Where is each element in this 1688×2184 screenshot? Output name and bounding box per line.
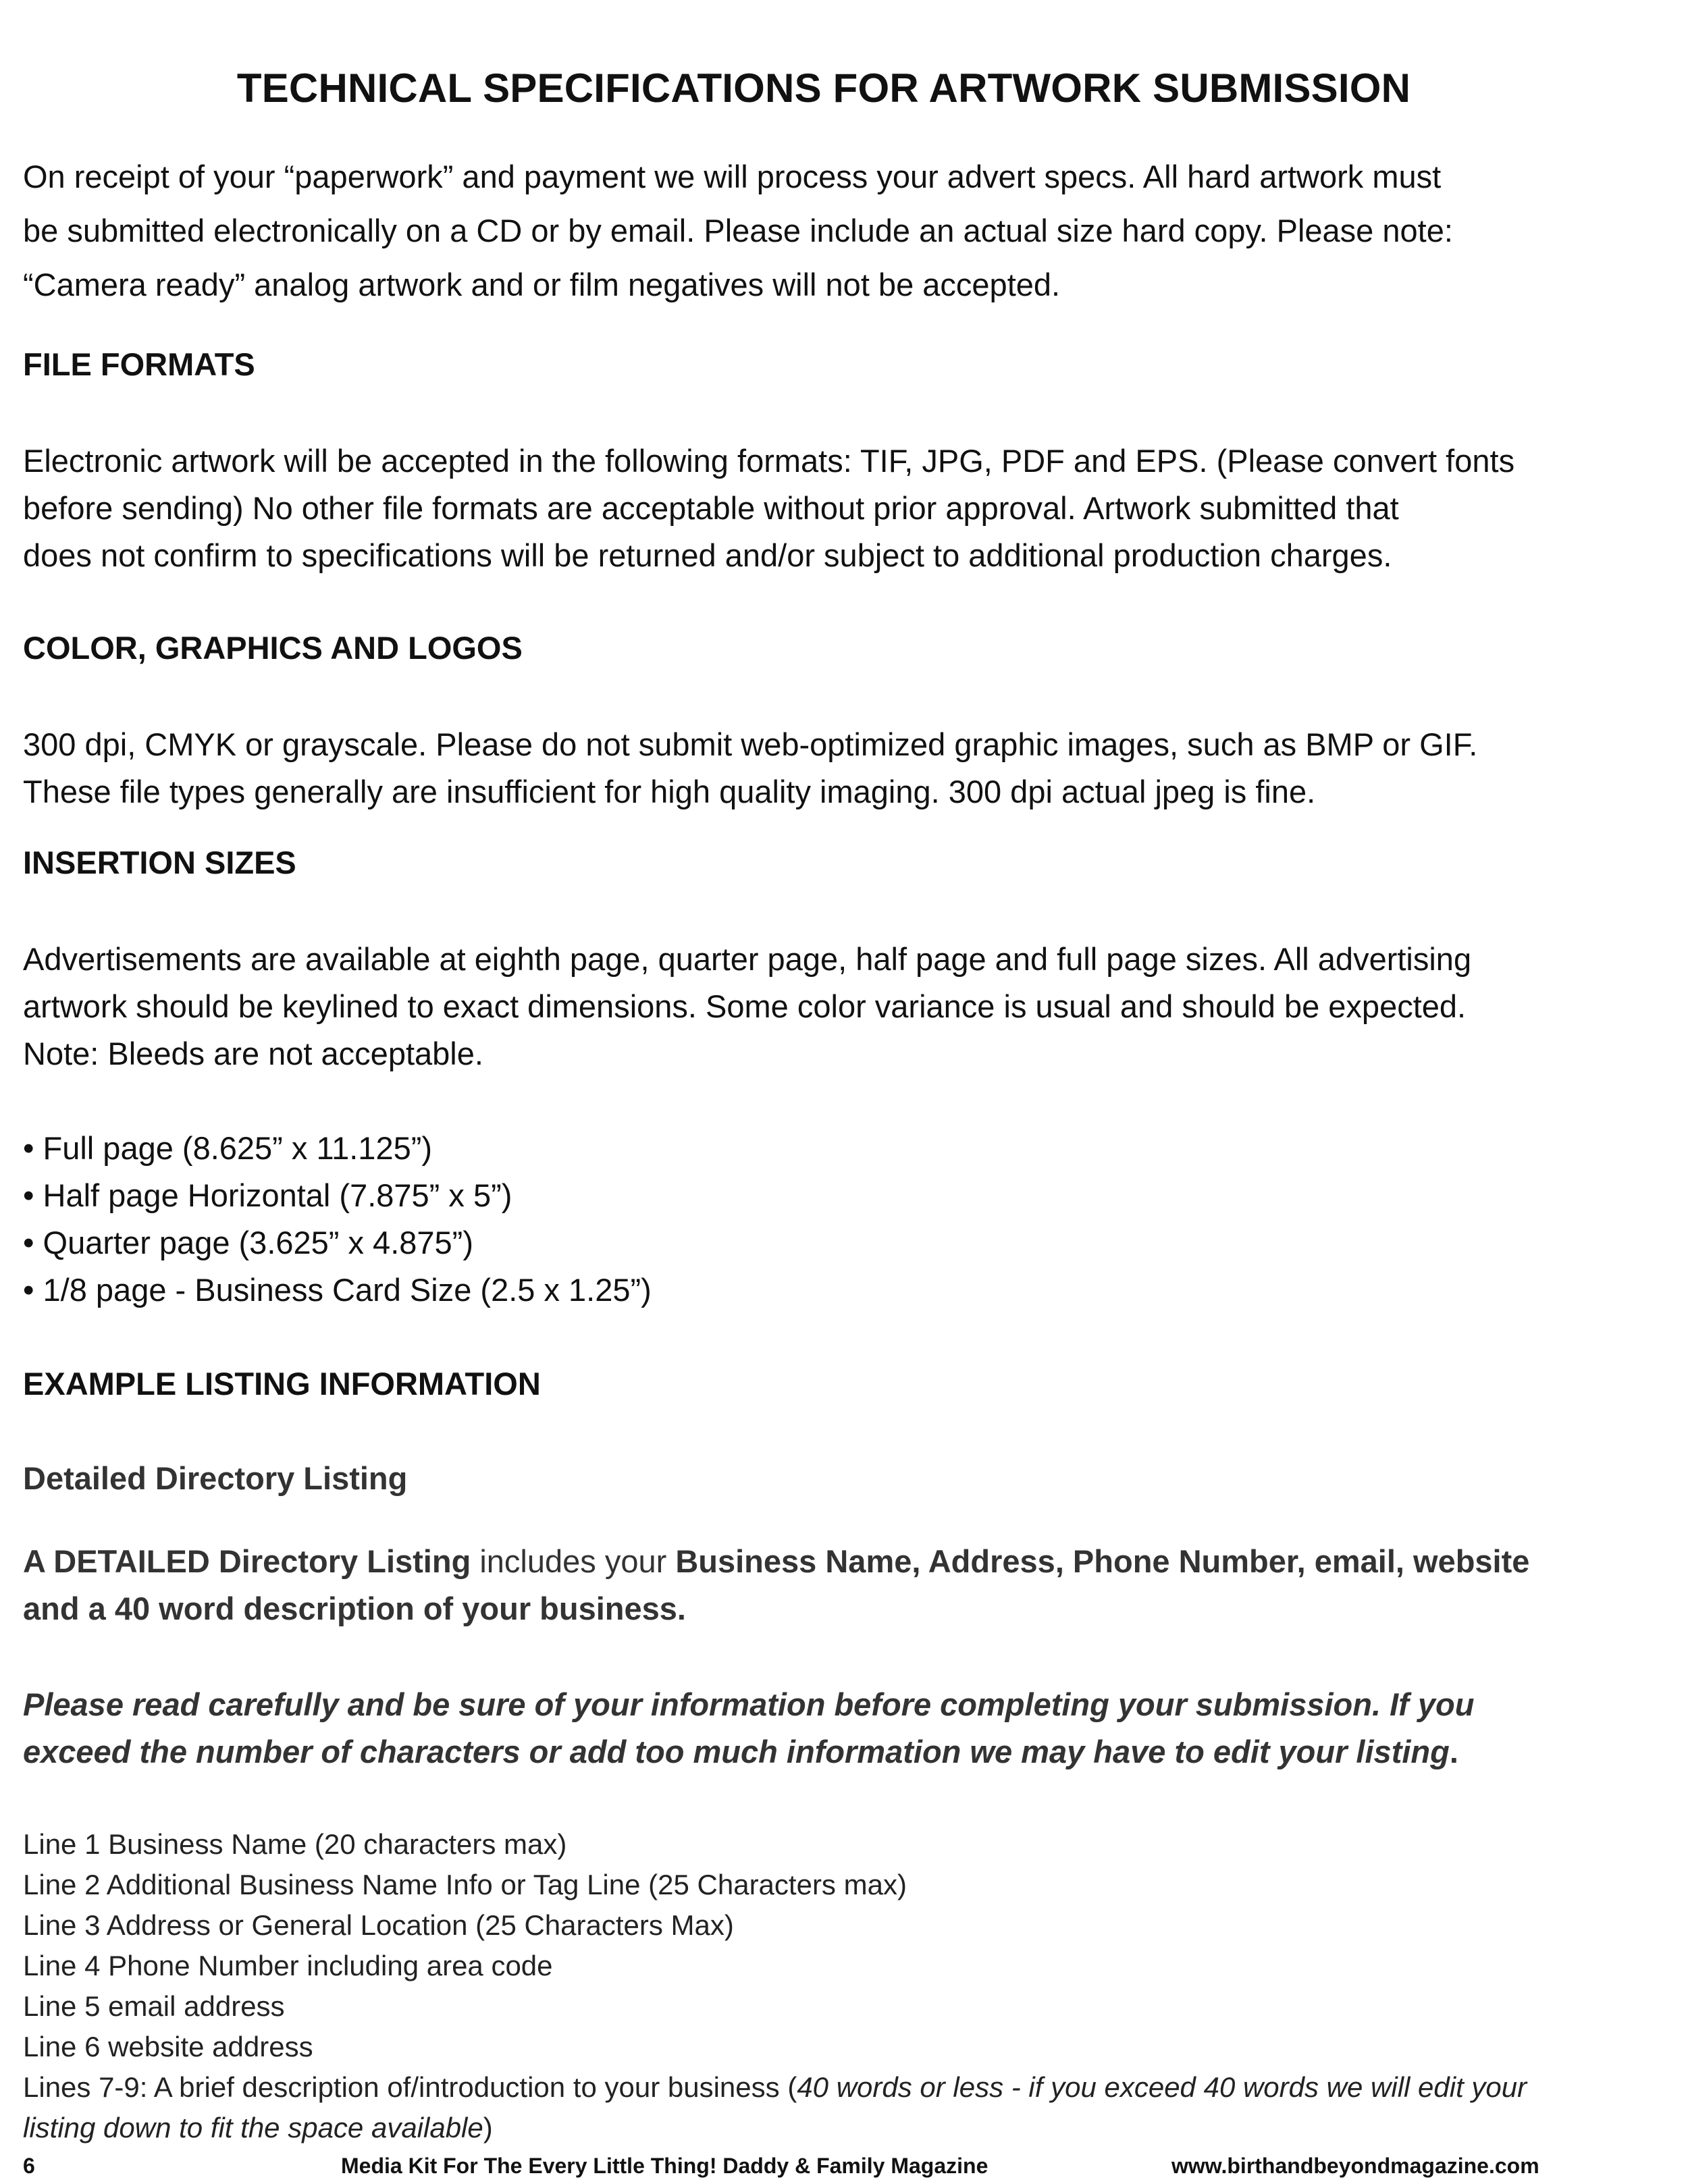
list-item: Line 4 Phone Number including area code <box>23 1950 553 1981</box>
intro-paragraph <box>23 150 1670 312</box>
lines-7-9-italic-cont: listing down to fit the space available <box>23 2112 483 2143</box>
note-line-1: Please read carefully and be sure of your information before completing your submission. If you <box>23 1686 1475 1722</box>
insertion-line-2: artwork should be keylined to exact dimensions. Some color variance is usual and should be expected. <box>23 988 1467 1024</box>
lines-7-9 <box>23 2067 1670 2108</box>
file-formats-line-1: Electronic artwork will be accepted in the following formats: TIF, JPG, PDF and EPS. (Please convert fonts <box>23 443 1515 479</box>
intro-line-1: On receipt of your “paperwork” and payment we will process your advert specs. All hard artwork must <box>23 159 1442 194</box>
footer-title: Media Kit For The Every Little Thing! Daddy & Family Magazine <box>341 2154 988 2178</box>
list-item: • Quarter page (3.625” x 4.875”) <box>23 1219 1670 1267</box>
intro-line-2: be submitted electronically on a CD or by email. Please include an actual size hard copy. Please note: <box>23 213 1453 248</box>
desc-fields: Business Name, Address, Phone Number, email, website <box>675 1543 1530 1579</box>
color-heading: COLOR, GRAPHICS AND LOGOS <box>23 630 523 666</box>
file-formats-paragraph <box>23 437 1670 579</box>
example-subheading: Detailed Directory Listing <box>23 1460 408 1496</box>
note-period: . <box>1449 1734 1458 1769</box>
desc-line-2: and a 40 word description of your business. <box>23 1591 686 1626</box>
detailed-listing-description <box>23 1538 1670 1632</box>
list-item: • Full page (8.625” x 11.125”) <box>23 1125 1670 1172</box>
color-line-1: 300 dpi, CMYK or grayscale. Please do not submit web-optimized graphic images, such as BMP or GIF. <box>23 726 1478 762</box>
insertion-line-3: Note: Bleeds are not acceptable. <box>23 1036 483 1071</box>
list-item: • Half page Horizontal (7.875” x 5”) <box>23 1172 1670 1219</box>
lines-7-9-lead: Lines 7-9: A brief description of/introduction to your business ( <box>23 2071 797 2103</box>
insertion-paragraph <box>23 936 1670 1077</box>
list-item: • 1/8 page - Business Card Size (2.5 x 1.25”) <box>23 1267 1670 1314</box>
file-formats-heading: FILE FORMATS <box>23 346 255 382</box>
page-number: 6 <box>23 2154 35 2178</box>
intro-line-3: “Camera ready” analog artwork and or film negatives will not be accepted. <box>23 267 1061 302</box>
insertion-sizes-list <box>23 1125 1670 1314</box>
page-title: TECHNICAL SPECIFICATIONS FOR ARTWORK SUBMISSION <box>236 65 1411 111</box>
desc-includes: includes your <box>471 1543 676 1579</box>
submission-note <box>23 1681 1670 1776</box>
desc-lead: A DETAILED Directory Listing <box>23 1543 471 1579</box>
color-line-2: These file types generally are insufficient for high quality imaging. 300 dpi actual jpeg is fine. <box>23 774 1316 809</box>
listing-lines <box>23 1824 1670 2148</box>
insertion-heading: INSERTION SIZES <box>23 845 296 880</box>
list-item: Line 3 Address or General Location (25 Characters Max) <box>23 1909 734 1941</box>
file-formats-line-3: does not confirm to specifications will be returned and/or subject to additional production charges. <box>23 537 1392 573</box>
lines-7-9-italic: 40 words or less - if you exceed 40 words we will edit your <box>797 2071 1527 2103</box>
example-heading: EXAMPLE LISTING INFORMATION <box>23 1366 541 1402</box>
list-item: Line 2 Additional Business Name Info or Tag Line (25 Characters max) <box>23 1869 907 1900</box>
list-item: Line 5 email address <box>23 1990 285 2022</box>
list-item: Line 1 Business Name (20 characters max) <box>23 1828 567 1860</box>
list-item: Line 6 website address <box>23 2031 313 2062</box>
lines-7-9-close: ) <box>483 2112 493 2143</box>
insertion-line-1: Advertisements are available at eighth page, quarter page, half page and full page sizes. All advertising <box>23 941 1472 977</box>
note-line-2: exceed the number of characters or add too much information we may have to edit your listing <box>23 1734 1450 1769</box>
file-formats-line-2: before sending) No other file formats are acceptable without prior approval. Artwork submitted that <box>23 490 1399 526</box>
color-paragraph <box>23 721 1670 816</box>
footer-url: www.birthandbeyondmagazine.com <box>1171 2154 1539 2178</box>
